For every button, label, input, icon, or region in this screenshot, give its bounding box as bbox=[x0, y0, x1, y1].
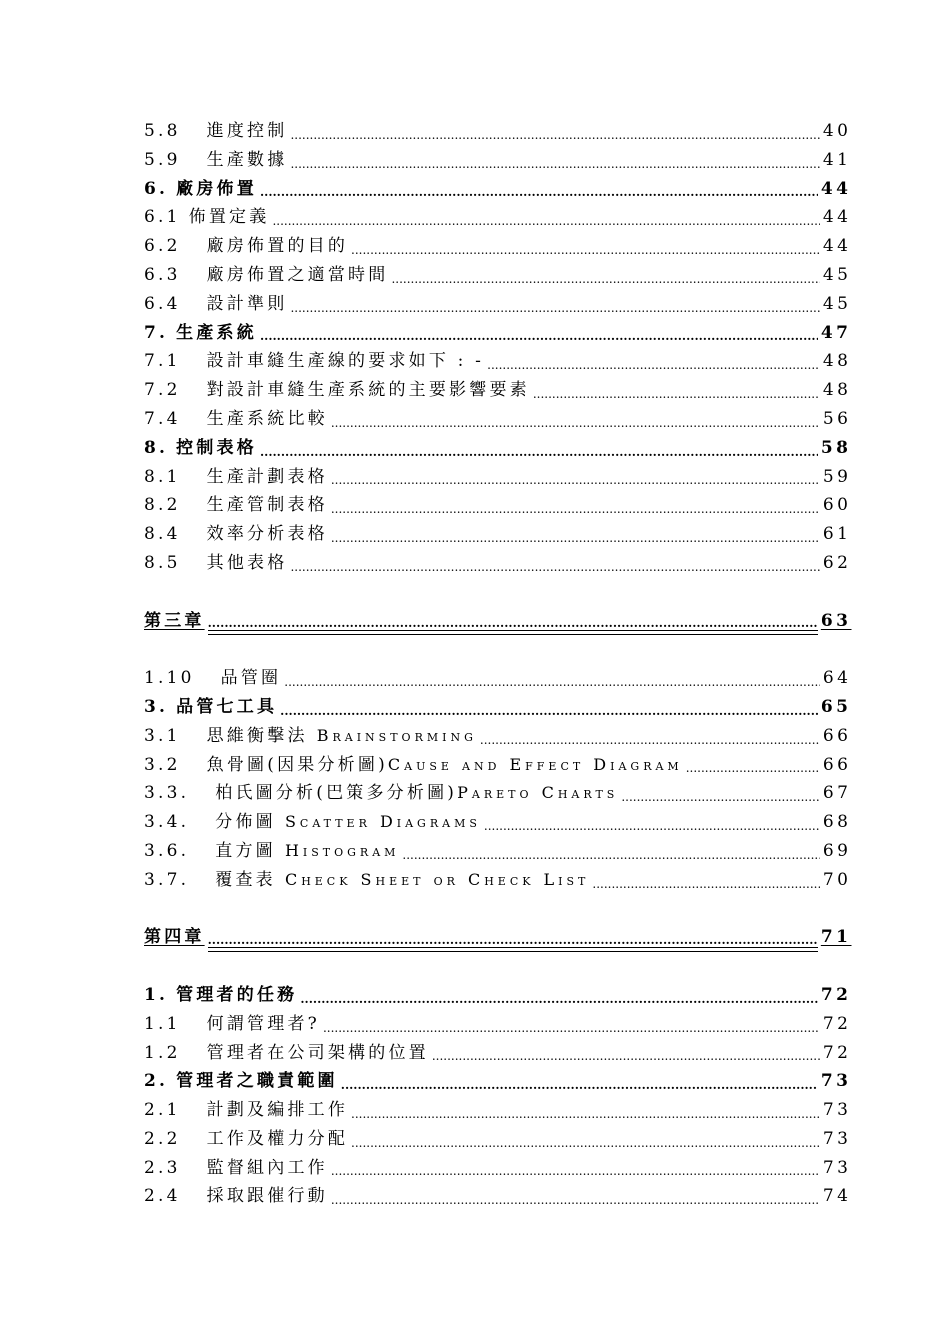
toc-entry-number: 6.4 bbox=[144, 293, 181, 314]
toc-section-entry[interactable] bbox=[144, 981, 852, 1010]
toc-page-number: 61 bbox=[822, 524, 852, 545]
toc-page-number: 44 bbox=[820, 178, 852, 199]
toc-dot-leader bbox=[272, 210, 819, 232]
toc-entry-number: 3.6. bbox=[144, 840, 190, 861]
toc-page-number: 47 bbox=[820, 322, 852, 343]
toc-entry-number: 2.4 bbox=[144, 1186, 181, 1207]
toc-entry-number: 3. bbox=[144, 696, 169, 717]
toc-page-number: 74 bbox=[822, 1186, 852, 1207]
toc-subsection-entry[interactable] bbox=[144, 722, 852, 751]
toc-dot-leader bbox=[208, 929, 818, 952]
toc-chapter-heading[interactable] bbox=[144, 923, 852, 952]
toc-page-number: 70 bbox=[822, 869, 852, 890]
toc-entry-number: 3.3. bbox=[144, 783, 190, 804]
toc-subsection-entry[interactable] bbox=[144, 1125, 852, 1154]
toc-entry-number: 8. bbox=[144, 437, 169, 458]
toc-entry-number: 2. bbox=[144, 1071, 169, 1092]
toc-page-number: 63 bbox=[820, 610, 852, 631]
toc-subsection-entry[interactable] bbox=[144, 549, 852, 578]
toc-entry-title: 其他表格 bbox=[206, 552, 288, 573]
toc-entry-title: 魚骨圖(因果分析圖)Cause and Effect Diagram bbox=[206, 754, 683, 775]
toc-dot-leader bbox=[686, 757, 820, 779]
toc-entry-title: 生產管制表格 bbox=[206, 495, 328, 516]
english-term: Scatter Diagrams bbox=[275, 812, 481, 832]
toc-entry-title: 生產數據 bbox=[206, 149, 288, 170]
toc-entry-number: 6.3 bbox=[144, 264, 181, 285]
toc-entry-number: 3.7. bbox=[144, 869, 190, 890]
toc-entry-number: 1. bbox=[144, 984, 169, 1005]
toc-dot-leader bbox=[331, 469, 820, 491]
toc-entry-number: 6. bbox=[144, 178, 169, 199]
toc-entry-title: 設計車縫生產線的要求如下 : - bbox=[206, 351, 485, 372]
toc-dot-leader bbox=[331, 1160, 820, 1182]
toc-entry-number: 2.2 bbox=[144, 1128, 181, 1149]
toc-dot-leader bbox=[260, 325, 818, 347]
toc-entry-number: 5.8 bbox=[144, 121, 181, 141]
toc-entry-title: 生產系統比較 bbox=[206, 408, 328, 429]
toc-entry-title: 分佈圖 Scatter Diagrams bbox=[215, 812, 481, 833]
toc-section-entry[interactable] bbox=[144, 175, 852, 204]
toc-entry-title: 何謂管理者? bbox=[206, 1013, 320, 1034]
toc-dot-leader bbox=[280, 700, 818, 722]
toc-page-number: 73 bbox=[822, 1157, 852, 1178]
toc-subsection-entry[interactable] bbox=[144, 290, 852, 319]
toc-entry-number: 7.4 bbox=[144, 408, 181, 429]
toc-subsection-entry[interactable] bbox=[144, 491, 852, 520]
toc-entry-title: 思維衡擊法 Brainstorming bbox=[206, 725, 477, 746]
toc-entry-title: 直方圖 Histogram bbox=[215, 840, 400, 861]
toc-entry-title: 第三章 bbox=[144, 610, 205, 631]
toc-entry-number: 7.1 bbox=[144, 351, 181, 372]
toc-entry-title: 品管七工具 bbox=[176, 696, 278, 717]
toc-dot-leader bbox=[432, 1045, 820, 1067]
toc-entry-number: 2.3 bbox=[144, 1157, 181, 1178]
toc-dot-leader bbox=[260, 441, 818, 463]
toc-subsection-entry[interactable] bbox=[144, 1039, 852, 1068]
toc-page-number: 59 bbox=[822, 466, 852, 487]
toc-page-number: 48 bbox=[822, 380, 852, 401]
toc-page-number: 44 bbox=[822, 236, 852, 257]
toc-subsection-entry[interactable] bbox=[144, 1096, 852, 1125]
section-gap bbox=[144, 635, 848, 664]
toc-entry-title: 廠房佈置的目的 bbox=[206, 236, 349, 257]
toc-subsection-entry[interactable] bbox=[144, 837, 852, 866]
toc-subsection-entry[interactable] bbox=[144, 664, 852, 693]
toc-entry-number: 1.2 bbox=[144, 1042, 181, 1063]
toc-entry-number: 8.5 bbox=[144, 552, 181, 573]
toc-page-number: 66 bbox=[822, 754, 852, 775]
toc-dot-leader bbox=[351, 1103, 820, 1125]
toc-entry-title: 管理者的任務 bbox=[176, 984, 298, 1005]
toc-section-entry[interactable] bbox=[144, 1067, 852, 1096]
toc-page-number: 67 bbox=[822, 783, 852, 804]
toc-page-number: 44 bbox=[822, 207, 852, 228]
toc-dot-leader bbox=[300, 988, 817, 1010]
toc-dot-leader bbox=[208, 612, 818, 635]
toc-entry-title: 佈置定義 bbox=[188, 207, 270, 228]
toc-entry-title: 管理者之職責範圍 bbox=[176, 1071, 338, 1092]
toc-entry-number: 6.1 bbox=[144, 207, 181, 228]
toc-page-number: 58 bbox=[820, 437, 852, 458]
toc-page-number: 66 bbox=[822, 725, 852, 746]
section-gap bbox=[144, 895, 848, 924]
toc-dot-leader bbox=[351, 239, 820, 261]
english-term: Check Sheet or Check List bbox=[275, 869, 590, 889]
toc-entry-title: 控制表格 bbox=[176, 437, 257, 458]
toc-page-number: 73 bbox=[820, 1071, 852, 1092]
toc-entry-title: 生產系統 bbox=[176, 322, 257, 343]
toc-page-number: 72 bbox=[822, 1042, 852, 1063]
toc-entry-title: 生產計劃表格 bbox=[206, 466, 328, 487]
toc-entry-title: 廠房佈置之適當時間 bbox=[206, 264, 389, 285]
toc-subsection-entry[interactable] bbox=[144, 261, 852, 290]
toc-dot-leader bbox=[351, 1132, 820, 1154]
toc-page-number: 73 bbox=[822, 1100, 852, 1121]
toc-subsection-entry[interactable] bbox=[144, 232, 852, 261]
toc-page-number: 41 bbox=[822, 149, 852, 170]
toc-entry-number: 7. bbox=[144, 322, 169, 343]
toc-subsection-entry[interactable] bbox=[144, 376, 852, 405]
toc-entry-title: 對設計車縫生產系統的主要影響要素 bbox=[206, 380, 530, 401]
toc-dot-leader bbox=[331, 1189, 820, 1211]
toc-entry-number: 1.10 bbox=[144, 668, 195, 689]
toc-page-number: 45 bbox=[822, 264, 852, 285]
toc-subsection-entry[interactable] bbox=[144, 751, 852, 780]
toc-entry-number: 2.1 bbox=[144, 1100, 181, 1121]
toc-page-number: 60 bbox=[822, 495, 852, 516]
toc-entry-number: 5.9 bbox=[144, 149, 181, 170]
toc-entry-title: 工作及權力分配 bbox=[206, 1128, 349, 1149]
toc-page-number: 65 bbox=[820, 696, 852, 717]
toc-entry-title: 計劃及編排工作 bbox=[206, 1100, 349, 1121]
toc-dot-leader bbox=[480, 729, 820, 751]
toc-page-number: 72 bbox=[822, 1013, 852, 1034]
toc-subsection-entry[interactable] bbox=[144, 520, 852, 549]
toc-entry-title: 柏氏圖分析(巴策多分析圖)Pareto Charts bbox=[215, 783, 619, 804]
toc-entry-number: 6.2 bbox=[144, 236, 181, 257]
toc-subsection-entry[interactable] bbox=[144, 117, 852, 146]
toc-dot-leader bbox=[290, 297, 819, 319]
toc-page-number: 71 bbox=[820, 927, 852, 948]
toc-entry-number: 8.2 bbox=[144, 495, 181, 516]
table-of-contents bbox=[144, 117, 852, 1211]
toc-entry-title: 設計準則 bbox=[206, 293, 288, 314]
toc-page-number: 64 bbox=[822, 668, 852, 689]
toc-dot-leader bbox=[290, 124, 819, 146]
toc-subsection-entry[interactable] bbox=[144, 779, 852, 808]
toc-dot-leader bbox=[284, 671, 820, 693]
toc-section-entry[interactable] bbox=[144, 693, 852, 722]
toc-dot-leader bbox=[260, 181, 818, 203]
toc-dot-leader bbox=[533, 383, 820, 405]
toc-dot-leader bbox=[402, 844, 819, 866]
toc-subsection-entry[interactable] bbox=[144, 405, 852, 434]
toc-entry-number: 1.1 bbox=[144, 1013, 181, 1034]
english-term: Pareto Charts bbox=[457, 783, 619, 803]
toc-section-entry[interactable] bbox=[144, 434, 852, 463]
toc-dot-leader bbox=[621, 786, 820, 808]
toc-section-entry[interactable] bbox=[144, 319, 852, 348]
toc-subsection-entry[interactable] bbox=[144, 1182, 852, 1211]
toc-dot-leader bbox=[391, 268, 819, 290]
toc-page-number: 69 bbox=[822, 840, 852, 861]
toc-dot-leader bbox=[341, 1074, 818, 1096]
toc-dot-leader bbox=[331, 412, 820, 434]
toc-entry-number: 3.2 bbox=[144, 754, 181, 775]
toc-entry-number: 7.2 bbox=[144, 380, 181, 401]
toc-subsection-entry[interactable] bbox=[144, 203, 852, 232]
english-term: Histogram bbox=[275, 840, 400, 860]
english-term: Cause and Effect Diagram bbox=[387, 754, 683, 774]
toc-subsection-entry[interactable] bbox=[144, 866, 852, 895]
toc-entry-title: 覆查表 Check Sheet or Check List bbox=[215, 869, 590, 890]
toc-subsection-entry[interactable] bbox=[144, 146, 852, 175]
toc-dot-leader bbox=[290, 556, 819, 578]
toc-dot-leader bbox=[323, 1017, 820, 1039]
toc-page-number: 62 bbox=[822, 552, 852, 573]
toc-dot-leader bbox=[484, 815, 820, 837]
section-gap bbox=[144, 952, 848, 981]
toc-page-number: 48 bbox=[822, 351, 852, 372]
toc-entry-title: 第四章 bbox=[144, 927, 205, 948]
toc-entry-title: 進度控制 bbox=[206, 121, 288, 141]
toc-subsection-entry[interactable] bbox=[144, 808, 852, 837]
english-term: Brainstorming bbox=[307, 725, 477, 745]
toc-entry-title: 採取跟催行動 bbox=[206, 1186, 328, 1207]
toc-entry-title: 效率分析表格 bbox=[206, 524, 328, 545]
toc-page-number: 73 bbox=[822, 1128, 852, 1149]
toc-chapter-heading[interactable] bbox=[144, 607, 852, 636]
toc-entry-title: 品管圈 bbox=[220, 668, 282, 689]
toc-entry-number: 8.4 bbox=[144, 524, 181, 545]
toc-dot-leader bbox=[290, 153, 819, 175]
toc-entry-number: 3.4. bbox=[144, 812, 190, 833]
toc-page-number: 72 bbox=[820, 984, 852, 1005]
toc-page-number: 56 bbox=[822, 408, 852, 429]
toc-entry-title: 管理者在公司架構的位置 bbox=[206, 1042, 429, 1063]
toc-entry-title: 廠房佈置 bbox=[176, 178, 257, 199]
section-gap bbox=[144, 578, 848, 607]
toc-subsection-entry[interactable] bbox=[144, 1154, 852, 1183]
toc-page-number: 68 bbox=[822, 812, 852, 833]
toc-dot-leader bbox=[331, 527, 820, 549]
toc-dot-leader bbox=[592, 873, 819, 895]
toc-page-number: 45 bbox=[822, 293, 852, 314]
toc-entry-number: 8.1 bbox=[144, 466, 181, 487]
toc-subsection-entry[interactable] bbox=[144, 347, 852, 376]
toc-entry-number: 3.1 bbox=[144, 725, 181, 746]
toc-page-number: 40 bbox=[822, 121, 852, 141]
toc-entry-title: 監督組內工作 bbox=[206, 1157, 328, 1178]
toc-dot-leader bbox=[331, 498, 820, 520]
toc-dot-leader bbox=[487, 354, 820, 376]
toc-subsection-entry[interactable] bbox=[144, 1010, 852, 1039]
toc-subsection-entry[interactable] bbox=[144, 463, 852, 492]
